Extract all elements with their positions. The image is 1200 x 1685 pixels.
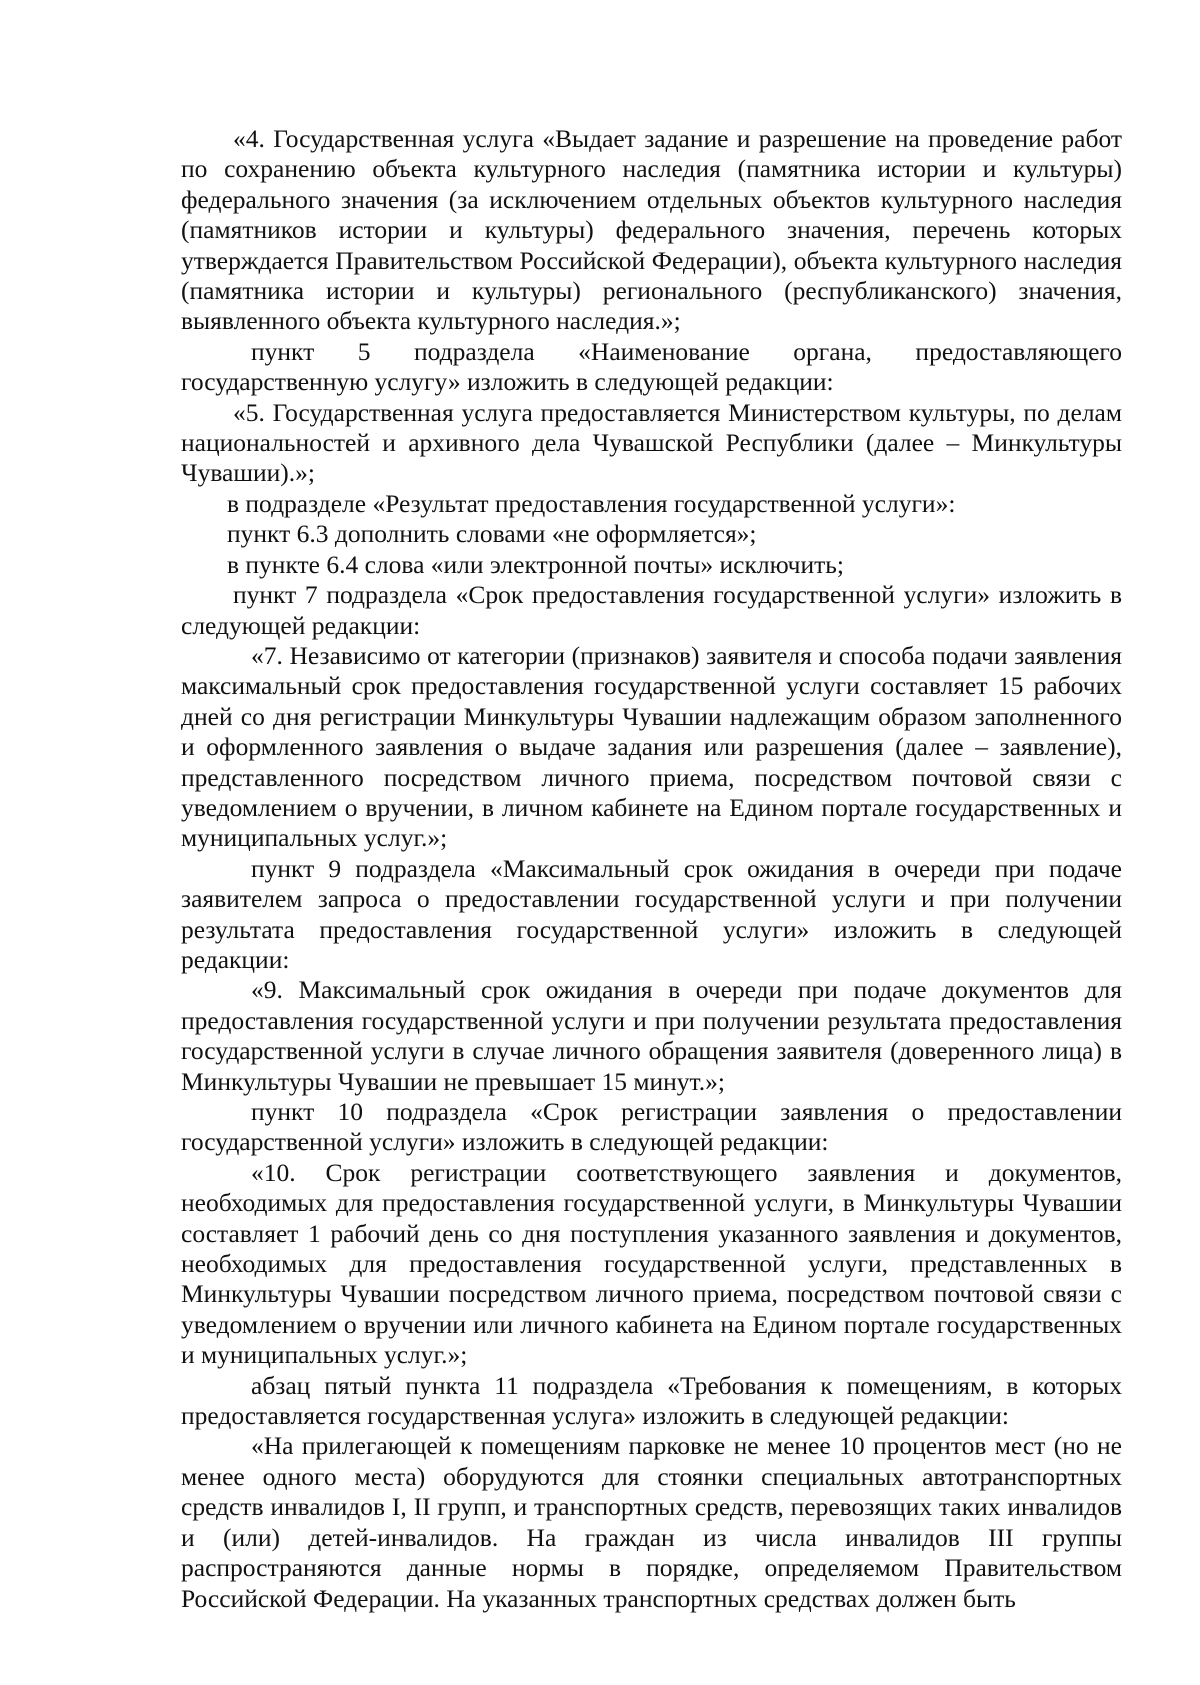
- paragraph-item-9-quote: «9. Максимальный срок ожидания в очереди при подаче документов для предоставления государственной услуги и при получении результата предоставления государственной услуги в случае личного обращения заявителя (доверенного лица) в Минкультуры Чувашии не превышает 15 минут.»;: [181, 975, 1122, 1096]
- paragraph-item-5-instruction: пункт 5 подраздела «Наименование органа, предоставляющего государственную услугу» изложить в следующей редакции:: [181, 336, 1122, 397]
- paragraph-item-7-quote: «7. Независимо от категории (признаков) заявителя и способа подачи заявления максимальный срок предоставления государственной услуги составляет 15 рабочих дней со дня регистрации Минкультуры Чувашии надлежащим образом заполненного и оформленного заявления о выдаче задания или разрешения (далее – заявление), представленного посредством личного приема, посредством почтовой связи с уведомлением о вручении, в личном кабинете на Едином портале государственных и муниципальных услуг.»;: [181, 640, 1122, 853]
- paragraph-item-5-quote: «5. Государственная услуга предоставляется Министерством культуры, по делам национальностей и архивного дела Чувашской Республики (далее – Минкультуры Чувашии).»;: [181, 397, 1122, 488]
- paragraph-item-9-instruction: пункт 9 подраздела «Максимальный срок ожидания в очереди при подаче заявителем запроса о предоставлении государственной услуги и при получении результата предоставления государственной услуги» изложить в следующей редакции:: [181, 853, 1122, 974]
- paragraph-result-subsection: в подразделе «Результат предоставления государственной услуги»:: [227, 488, 956, 518]
- paragraph-item-4-quote: «4. Государственная услуга «Выдает задание и разрешение на проведение работ по сохранению объекта культурного наследия (памятника истории и культуры) федерального значения (за исключением отдельных объектов культурного наследия (памятников истории и культуры) федерального значения, перечень которых утверждается Правительством Российской Федерации), объекта культурного наследия (памятника истории и культуры) регионального (республиканского) значения, выявленного объекта культурного наследия.»;: [181, 124, 1122, 336]
- document-body: [181, 124, 1122, 1614]
- paragraph-item-7-instruction: пункт 7 подраздела «Срок предоставления государственной услуги» изложить в следующей редакции:: [181, 580, 1122, 640]
- paragraph-item-6-4: в пункте 6.4 слова «или электронной почты» исключить;: [227, 549, 844, 579]
- paragraph-item-11-quote: «На прилегающей к помещениям парковке не менее 10 процентов мест (но не менее одного места) оборудуются для стоянки специальных автотранспортных средств инвалидов I, II групп, и транспортных средств, перевозящих таких инвалидов и (или) детей-инвалидов. На граждан из числа инвалидов III группы распространяются данные нормы в порядке, определяемом Правительством Российской Федерации. На указанных транспортных средствах должен быть: [181, 1431, 1122, 1613]
- paragraph-item-10-instruction: пункт 10 подраздела «Срок регистрации заявления о предоставлении государственной услуги» изложить в следующей редакции:: [181, 1097, 1122, 1157]
- paragraph-item-10-quote: «10. Срок регистрации соответствующего заявления и документов, необходимых для предоставления государственной услуги, в Минкультуры Чувашии составляет 1 рабочий день со дня поступления указанного заявления и документов, необходимых для предоставления государственной услуги, представленных в Минкультуры Чувашии посредством личного приема, посредством почтовой связи с уведомлением о вручении или личного кабинета на Едином портале государственных и муниципальных услуг.»;: [181, 1157, 1122, 1370]
- paragraph-item-11-instruction: абзац пятый пункта 11 подраздела «Требования к помещениям, в которых предоставляется государственная услуга» изложить в следующей редакции:: [181, 1370, 1122, 1431]
- paragraph-item-6-3: пункт 6.3 дополнить словами «не оформляется»;: [227, 519, 757, 549]
